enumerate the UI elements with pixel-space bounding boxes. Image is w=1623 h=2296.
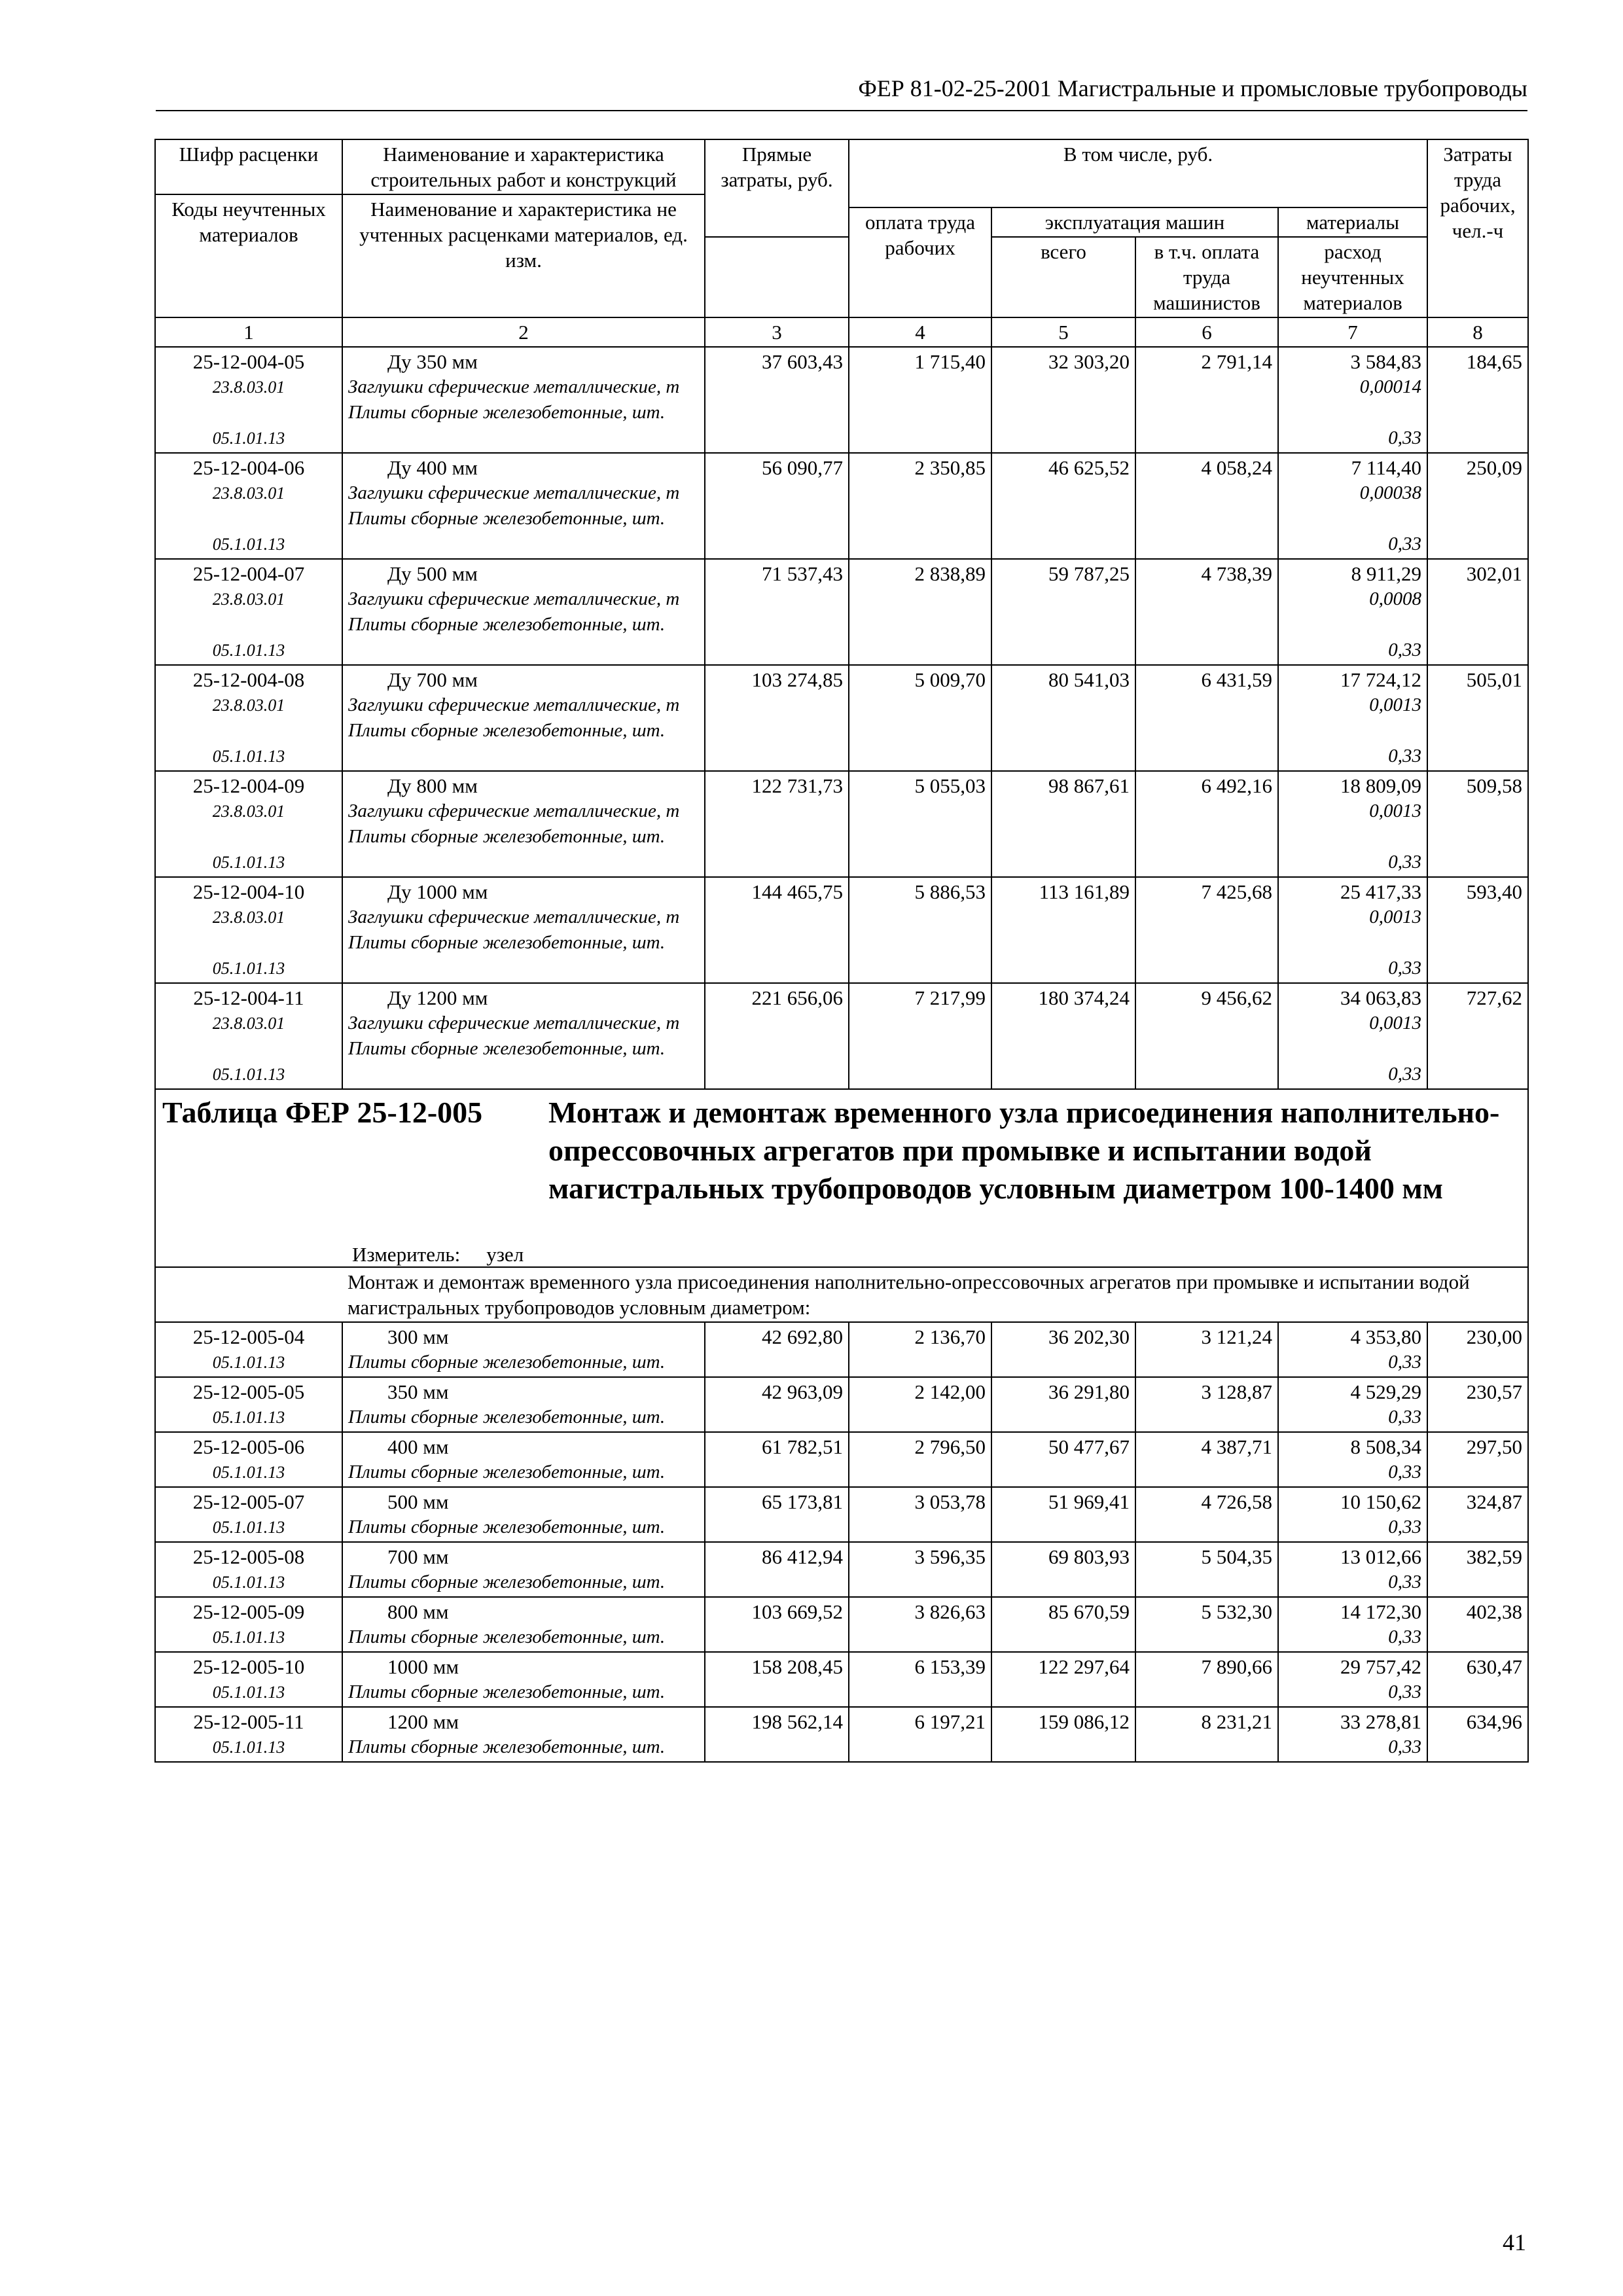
work-name-cell: Ду 700 мм Заглушки сферические металлические, т Плиты сборные железобетонные, шт. (342, 665, 705, 771)
direct-cost-cell: 198 562,14 (705, 1707, 849, 1762)
direct-cost-cell: 61 782,51 (705, 1432, 849, 1487)
col-machpay-head: в т.ч. оплата труда машинистов (1135, 237, 1278, 317)
machines-cell: 98 867,61 (991, 771, 1135, 877)
machine-labor-cell: 7 890,66 (1135, 1652, 1278, 1707)
rate-code-cell: 25-12-004-05 23.8.03.01 05.1.01.13 (155, 347, 342, 453)
labor-pay-cell: 5 886,53 (849, 877, 991, 983)
col-name-head: Наименование и характеристика строительных работ и конструкций (342, 139, 705, 194)
column-numbers-row (155, 317, 1528, 347)
col-machtotal-head: всего (991, 237, 1135, 317)
labor-pay-cell: 2 136,70 (849, 1322, 991, 1377)
col-num-4: 4 (849, 317, 991, 347)
labor-hours-cell: 593,40 (1427, 877, 1528, 983)
machines-cell: 51 969,41 (991, 1487, 1135, 1542)
direct-cost-cell: 86 412,94 (705, 1542, 849, 1597)
table-row (155, 665, 1528, 771)
work-name-cell: 500 мм Плиты сборные железобетонные, шт. (342, 1487, 705, 1542)
work-name-cell: Ду 800 мм Заглушки сферические металлические, т Плиты сборные железобетонные, шт. (342, 771, 705, 877)
section-intro-row (155, 1267, 1528, 1322)
machine-labor-cell: 5 504,35 (1135, 1542, 1278, 1597)
table-row (155, 559, 1528, 665)
materials-cell: 25 417,33 0,0013 0,33 (1278, 877, 1427, 983)
machine-labor-cell: 8 231,21 (1135, 1707, 1278, 1762)
table-row (155, 1652, 1528, 1707)
materials-cell: 33 278,81 0,33 (1278, 1707, 1427, 1762)
col-matsub-head: расход неучтенных материалов (1278, 237, 1427, 317)
labor-hours-cell: 302,01 (1427, 559, 1528, 665)
page-number: 41 (1503, 2229, 1526, 2255)
machines-cell: 122 297,64 (991, 1652, 1135, 1707)
machines-cell: 180 374,24 (991, 983, 1135, 1089)
machine-labor-cell: 4 738,39 (1135, 559, 1278, 665)
work-name-cell: 1000 мм Плиты сборные железобетонные, шт. (342, 1652, 705, 1707)
direct-cost-cell: 158 208,45 (705, 1652, 849, 1707)
section-label: Таблица ФЕР 25-12-005 (162, 1096, 483, 1129)
col-num-7: 7 (1278, 317, 1427, 347)
page-header: ФЕР 81-02-25-2001 Магистральные и промысловые трубопроводы (156, 72, 1527, 111)
rate-code-cell: 25-12-005-06 05.1.01.13 (155, 1432, 342, 1487)
materials-cell: 7 114,40 0,00038 0,33 (1278, 453, 1427, 559)
labor-pay-cell: 2 142,00 (849, 1377, 991, 1432)
materials-cell: 34 063,83 0,0013 0,33 (1278, 983, 1427, 1089)
machines-cell: 159 086,12 (991, 1707, 1135, 1762)
rate-code-cell: 25-12-004-09 23.8.03.01 05.1.01.13 (155, 771, 342, 877)
machine-labor-cell: 4 058,24 (1135, 453, 1278, 559)
rate-code-cell: 25-12-005-04 05.1.01.13 (155, 1322, 342, 1377)
table-row (155, 1432, 1528, 1487)
table-row (155, 983, 1528, 1089)
labor-hours-cell: 402,38 (1427, 1597, 1528, 1652)
rate-code-cell: 25-12-005-07 05.1.01.13 (155, 1487, 342, 1542)
machines-cell: 80 541,03 (991, 665, 1135, 771)
col-labor-head: Затраты труда рабочих, чел.-ч (1427, 139, 1528, 317)
work-name-cell: 800 мм Плиты сборные железобетонные, шт. (342, 1597, 705, 1652)
direct-cost-cell: 37 603,43 (705, 347, 849, 453)
direct-cost-cell: 221 656,06 (705, 983, 849, 1089)
labor-pay-cell: 6 197,21 (849, 1707, 991, 1762)
labor-hours-cell: 727,62 (1427, 983, 1528, 1089)
direct-cost-cell: 56 090,77 (705, 453, 849, 559)
machines-cell: 50 477,67 (991, 1432, 1135, 1487)
labor-pay-cell: 2 838,89 (849, 559, 991, 665)
direct-cost-cell: 122 731,73 (705, 771, 849, 877)
materials-cell: 29 757,42 0,33 (1278, 1652, 1427, 1707)
machine-labor-cell: 2 791,14 (1135, 347, 1278, 453)
labor-pay-cell: 3 053,78 (849, 1487, 991, 1542)
materials-cell: 18 809,09 0,0013 0,33 (1278, 771, 1427, 877)
table-row (155, 453, 1528, 559)
materials-cell: 13 012,66 0,33 (1278, 1542, 1427, 1597)
direct-cost-cell: 65 173,81 (705, 1487, 849, 1542)
labor-hours-cell: 230,57 (1427, 1377, 1528, 1432)
work-name-cell: Ду 1000 мм Заглушки сферические металлические, т Плиты сборные железобетонные, шт. (342, 877, 705, 983)
labor-pay-cell: 3 596,35 (849, 1542, 991, 1597)
materials-cell: 17 724,12 0,0013 0,33 (1278, 665, 1427, 771)
table-row (155, 771, 1528, 877)
direct-cost-cell: 103 274,85 (705, 665, 849, 771)
rate-code-cell: 25-12-005-11 05.1.01.13 (155, 1707, 342, 1762)
machines-cell: 36 202,30 (991, 1322, 1135, 1377)
labor-hours-cell: 634,96 (1427, 1707, 1528, 1762)
table-row (155, 1542, 1528, 1597)
machine-labor-cell: 3 128,87 (1135, 1377, 1278, 1432)
machine-labor-cell: 5 532,30 (1135, 1597, 1278, 1652)
labor-hours-cell: 505,01 (1427, 665, 1528, 771)
machine-labor-cell: 7 425,68 (1135, 877, 1278, 983)
work-name-cell: Ду 500 мм Заглушки сферические металлические, т Плиты сборные железобетонные, шт. (342, 559, 705, 665)
work-name-cell: 700 мм Плиты сборные железобетонные, шт. (342, 1542, 705, 1597)
section-intro: Монтаж и демонтаж временного узла присоединения наполнительно-опрессовочных агрегатов при промывке и испытании водой магистральных трубопроводов условным диаметром: (342, 1267, 1528, 1322)
machine-labor-cell: 9 456,62 (1135, 983, 1278, 1089)
col-num-8: 8 (1427, 317, 1528, 347)
direct-cost-cell: 103 669,52 (705, 1597, 849, 1652)
col-machines-head: эксплуатация машин (991, 207, 1278, 237)
labor-hours-cell: 230,00 (1427, 1322, 1528, 1377)
rate-code-cell: 25-12-005-10 05.1.01.13 (155, 1652, 342, 1707)
labor-pay-cell: 5 055,03 (849, 771, 991, 877)
direct-cost-cell: 71 537,43 (705, 559, 849, 665)
labor-hours-cell: 297,50 (1427, 1432, 1528, 1487)
labor-pay-cell: 5 009,70 (849, 665, 991, 771)
labor-pay-cell: 2 350,85 (849, 453, 991, 559)
labor-pay-cell: 3 826,63 (849, 1597, 991, 1652)
table-row (155, 877, 1528, 983)
table-row (155, 1707, 1528, 1762)
table-row (155, 1487, 1528, 1542)
machine-labor-cell: 4 387,71 (1135, 1432, 1278, 1487)
rate-code-cell: 25-12-004-07 23.8.03.01 05.1.01.13 (155, 559, 342, 665)
col-num-3: 3 (705, 317, 849, 347)
work-name-cell: Ду 350 мм Заглушки сферические металлические, т Плиты сборные железобетонные, шт. (342, 347, 705, 453)
table-row (155, 347, 1528, 453)
labor-hours-cell: 324,87 (1427, 1487, 1528, 1542)
direct-cost-cell: 144 465,75 (705, 877, 849, 983)
machine-labor-cell: 3 121,24 (1135, 1322, 1278, 1377)
materials-cell: 8 911,29 0,0008 0,33 (1278, 559, 1427, 665)
work-name-cell: 300 мм Плиты сборные железобетонные, шт. (342, 1322, 705, 1377)
section-title: Монтаж и демонтаж временного узла присоединения наполнительно-опрессовочных агрегатов при промывке и испытании водой магистральных трубопроводов условным диаметром 100-1400 мм (548, 1096, 1500, 1205)
col-matname-head: Наименование и характеристика не учтенных расценками материалов, ед. изм. (342, 194, 705, 317)
machines-cell: 46 625,52 (991, 453, 1135, 559)
direct-cost-cell: 42 692,80 (705, 1322, 849, 1377)
col-materials-head: материалы (1278, 207, 1427, 237)
work-name-cell: 350 мм Плиты сборные железобетонные, шт. (342, 1377, 705, 1432)
labor-pay-cell: 2 796,50 (849, 1432, 991, 1487)
machines-cell: 85 670,59 (991, 1597, 1135, 1652)
materials-cell: 8 508,34 0,33 (1278, 1432, 1427, 1487)
rate-code-cell: 25-12-005-09 05.1.01.13 (155, 1597, 342, 1652)
labor-pay-cell: 1 715,40 (849, 347, 991, 453)
table-row (155, 1322, 1528, 1377)
rate-code-cell: 25-12-004-08 23.8.03.01 05.1.01.13 (155, 665, 342, 771)
col-incl-head: В том числе, руб. (849, 139, 1427, 207)
labor-hours-cell: 509,58 (1427, 771, 1528, 877)
col-num-2: 2 (342, 317, 705, 347)
labor-hours-cell: 630,47 (1427, 1652, 1528, 1707)
rate-code-cell: 25-12-004-06 23.8.03.01 05.1.01.13 (155, 453, 342, 559)
labor-hours-cell: 250,09 (1427, 453, 1528, 559)
labor-hours-cell: 184,65 (1427, 347, 1528, 453)
materials-cell: 10 150,62 0,33 (1278, 1487, 1427, 1542)
col-direct-head-cont (705, 237, 849, 317)
rate-code-cell: 25-12-005-05 05.1.01.13 (155, 1377, 342, 1432)
col-num-5: 5 (991, 317, 1135, 347)
materials-cell: 4 353,80 0,33 (1278, 1322, 1427, 1377)
work-name-cell: 1200 мм Плиты сборные железобетонные, шт. (342, 1707, 705, 1762)
labor-pay-cell: 7 217,99 (849, 983, 991, 1089)
work-name-cell: Ду 400 мм Заглушки сферические металлические, т Плиты сборные железобетонные, шт. (342, 453, 705, 559)
measure: Измеритель: узел (352, 1243, 524, 1266)
work-name-cell: Ду 1200 мм Заглушки сферические металлические, т Плиты сборные железобетонные, шт. (342, 983, 705, 1089)
rates-table (154, 139, 1529, 1763)
labor-pay-cell: 6 153,39 (849, 1652, 991, 1707)
col-direct-head: Прямые затраты, руб. (705, 139, 849, 237)
machine-labor-cell: 6 431,59 (1135, 665, 1278, 771)
col-pay-head: оплата труда рабочих (849, 207, 991, 317)
rate-code-cell: 25-12-004-11 23.8.03.01 05.1.01.13 (155, 983, 342, 1089)
machines-cell: 59 787,25 (991, 559, 1135, 665)
rate-code-cell: 25-12-004-10 23.8.03.01 05.1.01.13 (155, 877, 342, 983)
col-matcode-head: Коды неучтенных материалов (155, 194, 342, 317)
materials-cell: 3 584,83 0,00014 0,33 (1278, 347, 1427, 453)
machine-labor-cell: 4 726,58 (1135, 1487, 1278, 1542)
col-num-6: 6 (1135, 317, 1278, 347)
work-name-cell: 400 мм Плиты сборные железобетонные, шт. (342, 1432, 705, 1487)
section-title-row (155, 1089, 1528, 1267)
materials-cell: 4 529,29 0,33 (1278, 1377, 1427, 1432)
table-row (155, 1597, 1528, 1652)
machines-cell: 32 303,20 (991, 347, 1135, 453)
rate-code-cell: 25-12-005-08 05.1.01.13 (155, 1542, 342, 1597)
labor-hours-cell: 382,59 (1427, 1542, 1528, 1597)
direct-cost-cell: 42 963,09 (705, 1377, 849, 1432)
machines-cell: 113 161,89 (991, 877, 1135, 983)
machines-cell: 69 803,93 (991, 1542, 1135, 1597)
col-code-head: Шифр расценки (155, 139, 342, 194)
col-num-1: 1 (155, 317, 342, 347)
materials-cell: 14 172,30 0,33 (1278, 1597, 1427, 1652)
machines-cell: 36 291,80 (991, 1377, 1135, 1432)
table-row (155, 1377, 1528, 1432)
machine-labor-cell: 6 492,16 (1135, 771, 1278, 877)
